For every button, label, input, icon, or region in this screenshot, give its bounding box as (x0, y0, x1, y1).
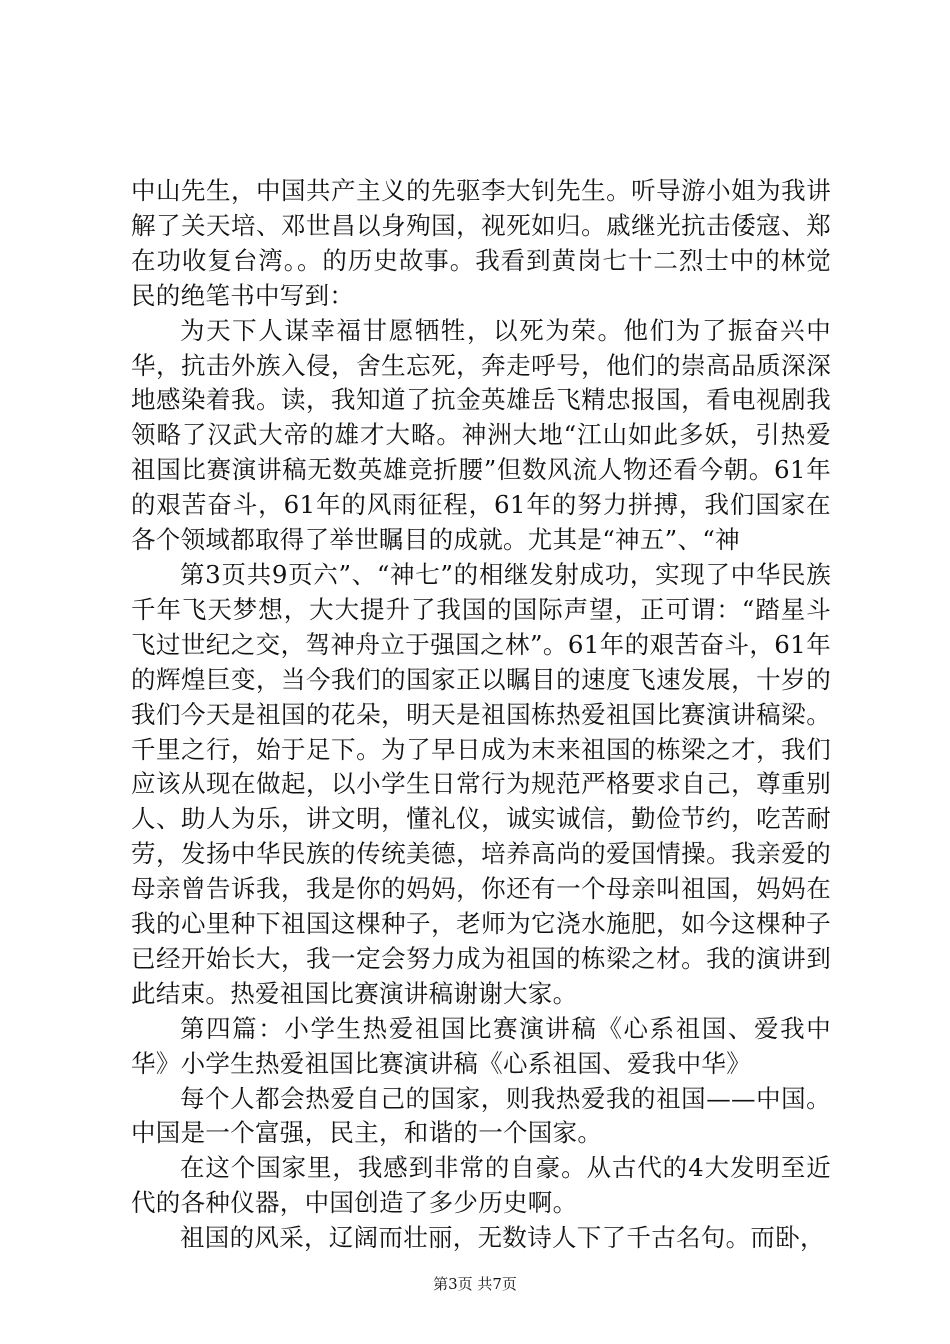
document-body (131, 174, 831, 1256)
paragraph-3: 第3页共9页六”、“神七”的相继发射成功，实现了中华民族千年飞天梦想，大大提升了我国的国际声望，正可谓：“踏星斗飞过世纪之交，驾神舟立于强国之林”。61年的艰苦奋斗，61年的辉煌巨变，当今我们的国家正以瞩目的速度飞速发展，十岁的我们今天是祖国的花朵，明天是祖国栋热爱祖国比赛演讲稿梁。千里之行，始于足下。为了早日成为末来祖国的栋梁之才，我们应该从现在做起，以小学生日常行为规范严格要求自己，尊重别人、助人为乐，讲文明，懂礼仪，诚实诚信，勤俭节约，吃苦耐劳，发扬中华民族的传统美德，培养高尚的爱国情操。我亲爱的母亲曾告诉我，我是你的妈妈，你还有一个母亲叫祖国，妈妈在我的心里种下祖国这棵种子，老师为它浇水施肥，如今这棵种子已经开始长大，我一定会努力成为祖国的栋梁之材。我的演讲到此结束。热爱祖国比赛演讲稿谢谢大家。 (131, 559, 831, 1008)
paragraph-7: 祖国的风采，辽阔而壮丽，无数诗人下了千古名句。而卧， (180, 1223, 825, 1253)
paragraph-4: 第四篇：小学生热爱祖国比赛演讲稿《心系祖国、爱我中华》小学生热爱祖国比赛演讲稿《心系祖国、爱我中华》 (131, 1013, 831, 1078)
paragraph-5: 每个人都会热爱自己的国家，则我热爱我的祖国——中国。中国是一个富强，民主，和谐的一个国家。 (131, 1083, 831, 1148)
paragraph-1: 中山先生，中国共产主义的先驱李大钊先生。听导游小姐为我讲解了关天培、邓世昌以身殉国，视死如归。戚继光抗击倭寇、郑在功收复台湾。。的历史故事。我看到黄岗七十二烈士中的林觉民的绝笔书中写到： (131, 176, 831, 310)
paragraph-6: 在这个国家里，我感到非常的自豪。从古代的4大发明至近代的各种仪器，中国创造了多少历史啊。 (131, 1153, 831, 1218)
page-footer: 第3页 共7页 (433, 1275, 517, 1293)
paragraph-2: 为天下人谋幸福甘愿牺牲，以死为荣。他们为了振奋兴中华，抗击外族入侵，舍生忘死，奔走呼号，他们的崇高品质深深地感染着我。读，我知道了抗金英雄岳飞精忠报国，看电视剧我领略了汉武大帝的雄才大略。神洲大地“江山如此多妖，引热爱祖国比赛演讲稿无数英雄竞折腰”但数风流人物还看今朝。61年的艰苦奋斗，61年的风雨征程，61年的努力拼搏，我们国家在各个领域都取得了举世瞩目的成就。尤其是“神五”、“神 (131, 315, 832, 555)
